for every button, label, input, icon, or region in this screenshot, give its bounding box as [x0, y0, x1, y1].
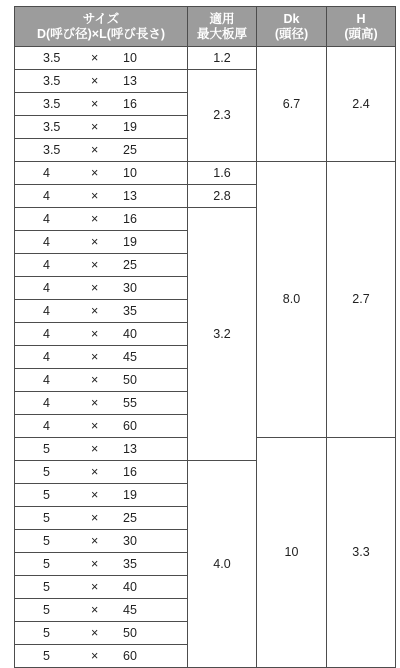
times-sign: × [91, 96, 99, 111]
size-cell [15, 300, 188, 323]
length-value: 45 [123, 602, 137, 617]
times-sign: × [91, 533, 99, 548]
diameter-value: 5 [43, 464, 50, 479]
size-cell [15, 231, 188, 254]
size-cell [15, 576, 188, 599]
times-sign: × [91, 303, 99, 318]
plate-header-line1: 適用 [209, 12, 235, 27]
times-sign: × [91, 234, 99, 249]
plate-header-line2: 最大板厚 [196, 26, 247, 41]
size-cell [15, 162, 188, 185]
times-sign: × [91, 464, 99, 479]
length-value: 10 [123, 165, 137, 180]
times-sign: × [91, 648, 99, 663]
plate-header [188, 7, 257, 47]
length-value: 13 [123, 441, 137, 456]
times-sign: × [91, 73, 99, 88]
size-cell [15, 208, 188, 231]
h-header [327, 7, 396, 47]
size-cell [15, 254, 188, 277]
times-sign: × [91, 211, 99, 226]
head-diameter-cell: 8.0 [257, 162, 327, 438]
diameter-value: 4 [43, 372, 50, 387]
length-value: 19 [123, 487, 137, 502]
length-value: 40 [123, 326, 137, 341]
diameter-value: 4 [43, 395, 50, 410]
size-cell [15, 369, 188, 392]
times-sign: × [91, 372, 99, 387]
times-sign: × [91, 510, 99, 525]
times-sign: × [91, 142, 99, 157]
length-value: 55 [123, 395, 137, 410]
head-diameter-cell: 10 [257, 438, 327, 668]
length-value: 16 [123, 96, 137, 111]
size-header [15, 7, 188, 47]
times-sign: × [91, 441, 99, 456]
size-cell [15, 185, 188, 208]
plate-thickness-cell: 1.2 [188, 47, 257, 70]
h-header-line2: (頭高) [344, 26, 378, 41]
diameter-value: 5 [43, 441, 50, 456]
diameter-value: 5 [43, 533, 50, 548]
diameter-value: 3.5 [43, 73, 61, 88]
length-value: 19 [123, 119, 137, 134]
diameter-value: 4 [43, 188, 50, 203]
size-cell [15, 438, 188, 461]
times-sign: × [91, 487, 99, 502]
length-value: 30 [123, 533, 137, 548]
diameter-value: 4 [43, 257, 50, 272]
times-sign: × [91, 418, 99, 433]
length-value: 10 [123, 50, 137, 65]
diameter-value: 3.5 [43, 119, 61, 134]
size-cell [15, 139, 188, 162]
times-sign: × [91, 349, 99, 364]
times-sign: × [91, 579, 99, 594]
length-value: 50 [123, 372, 137, 387]
diameter-value: 4 [43, 280, 50, 295]
plate-thickness-cell: 1.6 [188, 162, 257, 185]
length-value: 13 [123, 73, 137, 88]
size-cell [15, 392, 188, 415]
times-sign: × [91, 50, 99, 65]
size-cell [15, 553, 188, 576]
diameter-value: 4 [43, 326, 50, 341]
size-cell [15, 277, 188, 300]
diameter-value: 3.5 [43, 142, 61, 157]
header-row [15, 7, 396, 47]
size-cell [15, 461, 188, 484]
dk-header-line2: (頭径) [274, 26, 309, 41]
length-value: 60 [123, 648, 137, 663]
dk-header [257, 7, 327, 47]
times-sign: × [91, 602, 99, 617]
size-header-line2: D(呼び径)×L(呼び長さ) [36, 26, 166, 41]
length-value: 30 [123, 280, 137, 295]
size-cell [15, 93, 188, 116]
length-value: 13 [123, 188, 137, 203]
size-cell [15, 415, 188, 438]
length-value: 16 [123, 211, 137, 226]
times-sign: × [91, 257, 99, 272]
length-value: 35 [123, 303, 137, 318]
size-cell [15, 645, 188, 668]
times-sign: × [91, 395, 99, 410]
diameter-value: 5 [43, 625, 50, 640]
diameter-value: 5 [43, 556, 50, 571]
diameter-value: 4 [43, 234, 50, 249]
size-cell [15, 484, 188, 507]
size-cell [15, 323, 188, 346]
times-sign: × [91, 119, 99, 134]
times-sign: × [91, 280, 99, 295]
size-cell [15, 599, 188, 622]
times-sign: × [91, 165, 99, 180]
spec-table [14, 6, 396, 668]
size-cell [15, 530, 188, 553]
times-sign: × [91, 556, 99, 571]
length-value: 40 [123, 579, 137, 594]
length-value: 19 [123, 234, 137, 249]
diameter-value: 4 [43, 303, 50, 318]
table-row [15, 47, 396, 70]
size-cell [15, 622, 188, 645]
times-sign: × [91, 326, 99, 341]
times-sign: × [91, 625, 99, 640]
head-height-cell: 2.4 [327, 47, 396, 162]
diameter-value: 3.5 [43, 50, 61, 65]
diameter-value: 5 [43, 602, 50, 617]
table-row [15, 162, 396, 185]
times-sign: × [91, 188, 99, 203]
diameter-value: 4 [43, 418, 50, 433]
length-value: 35 [123, 556, 137, 571]
diameter-value: 4 [43, 165, 50, 180]
length-value: 25 [123, 257, 137, 272]
size-cell [15, 47, 188, 70]
size-header-line1: サイズ [82, 12, 120, 27]
length-value: 60 [123, 418, 137, 433]
table-body [15, 47, 396, 668]
size-cell [15, 116, 188, 139]
diameter-value: 5 [43, 579, 50, 594]
size-cell [15, 346, 188, 369]
size-cell [15, 70, 188, 93]
diameter-value: 5 [43, 648, 50, 663]
diameter-value: 4 [43, 211, 50, 226]
diameter-value: 5 [43, 510, 50, 525]
dk-header-line1: Dk [283, 12, 300, 27]
head-diameter-cell: 6.7 [257, 47, 327, 162]
size-cell [15, 507, 188, 530]
length-value: 50 [123, 625, 137, 640]
plate-thickness-cell: 2.3 [188, 70, 257, 162]
diameter-value: 3.5 [43, 96, 61, 111]
plate-thickness-cell: 3.2 [188, 208, 257, 461]
diameter-value: 5 [43, 487, 50, 502]
plate-thickness-cell: 2.8 [188, 185, 257, 208]
plate-thickness-cell: 4.0 [188, 461, 257, 668]
length-value: 16 [123, 464, 137, 479]
length-value: 25 [123, 510, 137, 525]
diameter-value: 4 [43, 349, 50, 364]
length-value: 45 [123, 349, 137, 364]
head-height-cell: 2.7 [327, 162, 396, 438]
head-height-cell: 3.3 [327, 438, 396, 668]
h-header-line1: H [356, 12, 366, 27]
length-value: 25 [123, 142, 137, 157]
